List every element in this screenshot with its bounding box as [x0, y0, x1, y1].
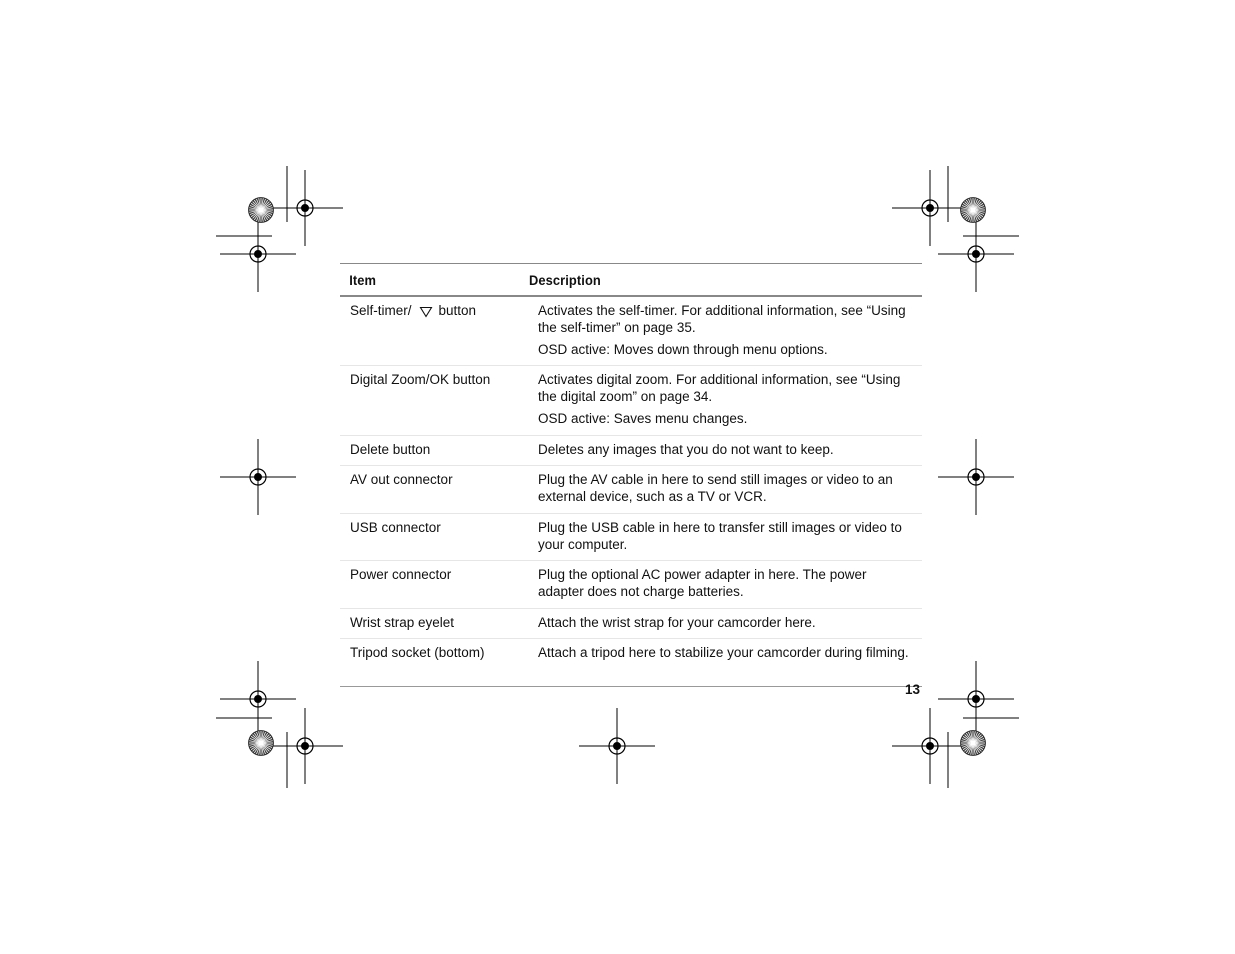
row-description: [529, 366, 922, 435]
table-row: [340, 561, 922, 609]
table-row: [340, 609, 922, 639]
row-item: USB connector: [350, 520, 441, 535]
table-row: [340, 639, 922, 687]
row-item: [340, 297, 529, 365]
row-item: Wrist strap eyelet: [350, 615, 455, 630]
description-paragraph: Plug the AV cable in here to send still images or video to an external device, such as a TV or VCR.: [538, 472, 893, 504]
row-description: [529, 639, 922, 686]
table-row: [340, 514, 922, 561]
table-row: [340, 466, 922, 514]
description-paragraph: Activates the self-timer. For additional information, see “Using the self-timer” on page 35.: [538, 303, 906, 335]
row-item: Digital Zoom/OK button: [350, 372, 491, 387]
table-row: [340, 366, 922, 436]
down-triangle-icon: [419, 306, 433, 318]
row-description: [529, 561, 922, 608]
row-item: AV out connector: [350, 472, 453, 487]
row-item-suffix: button: [438, 303, 477, 318]
page-number: 13: [904, 682, 920, 697]
description-paragraph: Attach a tripod here to stabilize your camcorder during filming.: [538, 645, 909, 660]
description-paragraph: Activates digital zoom. For additional information, see “Using the digital zoom” on page 34.: [538, 372, 901, 404]
description-paragraph: Plug the optional AC power adapter in here. The power adapter does not charge batteries.: [538, 567, 867, 599]
table-header: [340, 263, 922, 297]
row-item: Tripod socket (bottom): [350, 645, 485, 660]
header-description: Description: [529, 271, 601, 288]
row-item-prefix: Self-timer/: [350, 303, 412, 318]
row-description: [529, 466, 922, 513]
header-item: Item: [349, 271, 377, 288]
description-paragraph: Attach the wrist strap for your camcorder here.: [538, 615, 816, 630]
row-description: [529, 514, 922, 560]
table-row: [340, 297, 922, 366]
description-paragraph: OSD active: Saves menu changes.: [538, 411, 748, 426]
row-item: Delete button: [350, 442, 431, 457]
description-paragraph: OSD active: Moves down through menu options.: [538, 342, 828, 357]
table-row: [340, 436, 922, 466]
row-description: [529, 609, 922, 638]
row-description: [529, 436, 922, 465]
item-description-table: [340, 263, 922, 687]
row-description: [529, 297, 922, 365]
description-paragraph: Plug the USB cable in here to transfer still images or video to your computer.: [538, 520, 902, 552]
row-item: Power connector: [350, 567, 452, 582]
description-paragraph: Deletes any images that you do not want to keep.: [538, 442, 834, 457]
